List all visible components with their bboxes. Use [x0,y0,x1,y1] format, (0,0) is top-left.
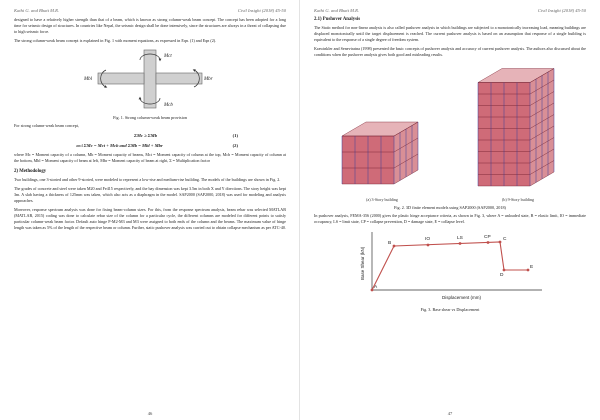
equation-2-expression [76,143,163,148]
header-journal: Civil Insight (2018) 45-50 [237,8,286,13]
equation-2-prefix: and [76,142,83,148]
label-mct: Mct [164,54,172,60]
paragraph: Krawinkler and Seneviratna (1998) presented the basic concepts of pushover analysis and accuracy of current pushover analysis. The authors also discussed about the conditions when the pushover analysis gives both good and misleading results. [314,45,586,57]
point-c-marker [499,240,502,243]
label-mcb: Mcb [164,103,173,109]
running-header [314,8,586,13]
equation-1-expression: ΣMc ≥ ΣMb [134,132,158,138]
header-authors: Kathi G. and Bhatt M.R. [314,8,360,13]
point-b-marker [393,244,396,247]
equation-1 [14,132,286,142]
paragraph: The grades of concrete and steel were taken M20 and Fe415 respectively, and the bay dimension was kept 3.5m in both X and Y directions. The story height was kept 3m. A slab having a thickness of 125mm was taken, which also acts as a diaphragm in the model. SAP2000 (SAP2000, 2018) was used for modeling and analysis approaches. [14,185,286,203]
point-cp-label: CP [484,234,491,240]
building-3-story-model [336,110,428,190]
building-9-story-model [472,62,564,190]
running-header [14,8,286,13]
hinge-curve-line [372,242,528,290]
paragraph: For strong column-weak beam concept, [14,123,79,129]
beam-right-shape [156,73,202,84]
point-d-label: D [500,272,504,278]
equation-2-number: (2) [232,142,238,148]
x-axis-label: Displacement (mm) [442,294,482,300]
point-d-marker [503,268,506,271]
paragraph: In pushover analysis, FEMA-356 (2000) gives the plastic hinge acceptance criteria, as shown in Fig. 3, where A = unloaded state, B = elastic limit, IO = immediate occupancy, LS = limit state, CP = collapse prevention, D = damage state, E = collapse level. [314,212,586,225]
header-journal: Civil Insight (2018) 45-50 [537,8,586,13]
point-ls-label: LS [457,235,463,241]
y-axis-label: Base Shear (kN) [360,246,365,280]
figure-2-building-models [314,62,586,202]
page-number: 46 [147,411,153,416]
paragraph: designed to have a relatively higher strength than that of a beam, which is known as strong column-weak beam concept. The concept has been adopted for a long time for seismic design of structures. In countries like Nepal, the seismic design shall be done intensively, since the structures are always in a threat of collapsing due to high seismic force. [14,17,286,35]
right-page [300,0,600,420]
point-cp-marker [487,241,490,244]
point-a-label: A [374,284,378,290]
figure-2b [472,62,564,202]
figure-1-moment-diagram [80,46,220,112]
label-mbr: Mbr [204,77,213,83]
point-e-marker [527,268,530,271]
equation-2 [14,142,286,152]
figure-2a [336,110,428,202]
paragraph: where Mc = Moment capacity of a column, Mb = Moment capacity of beams, Mct = Moment capacity of column at the top, Mcb = Moment capacity of column at the bottom, Mbl = Moment capacity of beam at left, Mbr = Moment capacity of beam at right, Σ = Multiplication factor [14,151,286,164]
column-shape [144,50,156,108]
paragraph: Two buildings, one 3-storied and other 9-storied, were modeled to represent a low-rise and medium-rise building. The models of the buildings are shown in Fig. 2. [14,177,281,183]
point-io-label: IO [425,236,431,242]
page-number: 47 [447,411,453,416]
equation-1-number: (1) [232,132,238,138]
paragraph: The strong column-weak beam concept is explained in Fig. 1 with moment equations, as expressed in Eqn. (1) and Eqn (2). [14,37,217,43]
point-io-marker [427,243,430,246]
figure-2a-caption: (a) 3-Story building [366,196,398,202]
header-authors: Kathi G. and Bhatt M.R. [14,8,60,13]
label-mbl: Mbl [84,77,93,83]
point-e-label: E [530,264,534,270]
beam-left-shape [98,73,144,84]
figure-2b-caption: (b) 9-Story building [502,196,534,202]
section-heading-pushover: 2.1) Pushover Analysis [314,17,361,22]
paragraph: Moreover, response spectrum analysis was done for fixing beam-column sizes. For this, from the response spectrum analysis, beam rebar was selected MATLAB (MATLAB, 2015) coding was done to calculate rebar size of the column for a particular cycle, the different columns are modeled for different points to satisfy particular column-weak beam factor. Default auto hinge P-M2-M3 and M3 were assigned to both ends of the column and the beams. The maximum value of hinge length was taken as 5% of the length of the respective beam or column. Further, static pushover analysis was carried out to obtain collapse mechanism as per ATC-40. [14,206,286,230]
section-heading-methodology: 2) Methodology [14,169,47,175]
figure-3-hinge-curve [350,228,550,304]
point-a-marker [371,288,374,291]
hinge-point-markers [371,240,530,291]
equation-2-body: ΣMc = Mct + Mcb and ΣMb = Mbl + Mbr [83,142,163,148]
point-b-label: B [388,240,392,246]
figure-1-caption: Fig. 1. Strong column-weak beam provision [113,115,187,121]
point-ls-marker [459,242,462,245]
figure-3-caption: Fig. 3. Base shear vs Displacement [420,306,480,312]
paragraph: The Static method for non-linear analysis is also called pushover analysis in which buildings are subjected to a monotonically increasing load, meaning buildings are displaced monotonically until the target displacement is reached. The current pushover analysis is based on an assumption that response of a single building is equivalent to the response of a single degree of freedom system. [314,25,586,43]
point-c-label: C [503,236,507,242]
figure-2-caption: Fig. 2. 3D finite element models using SAP2000 (SAP2000, 2018) [394,204,506,210]
